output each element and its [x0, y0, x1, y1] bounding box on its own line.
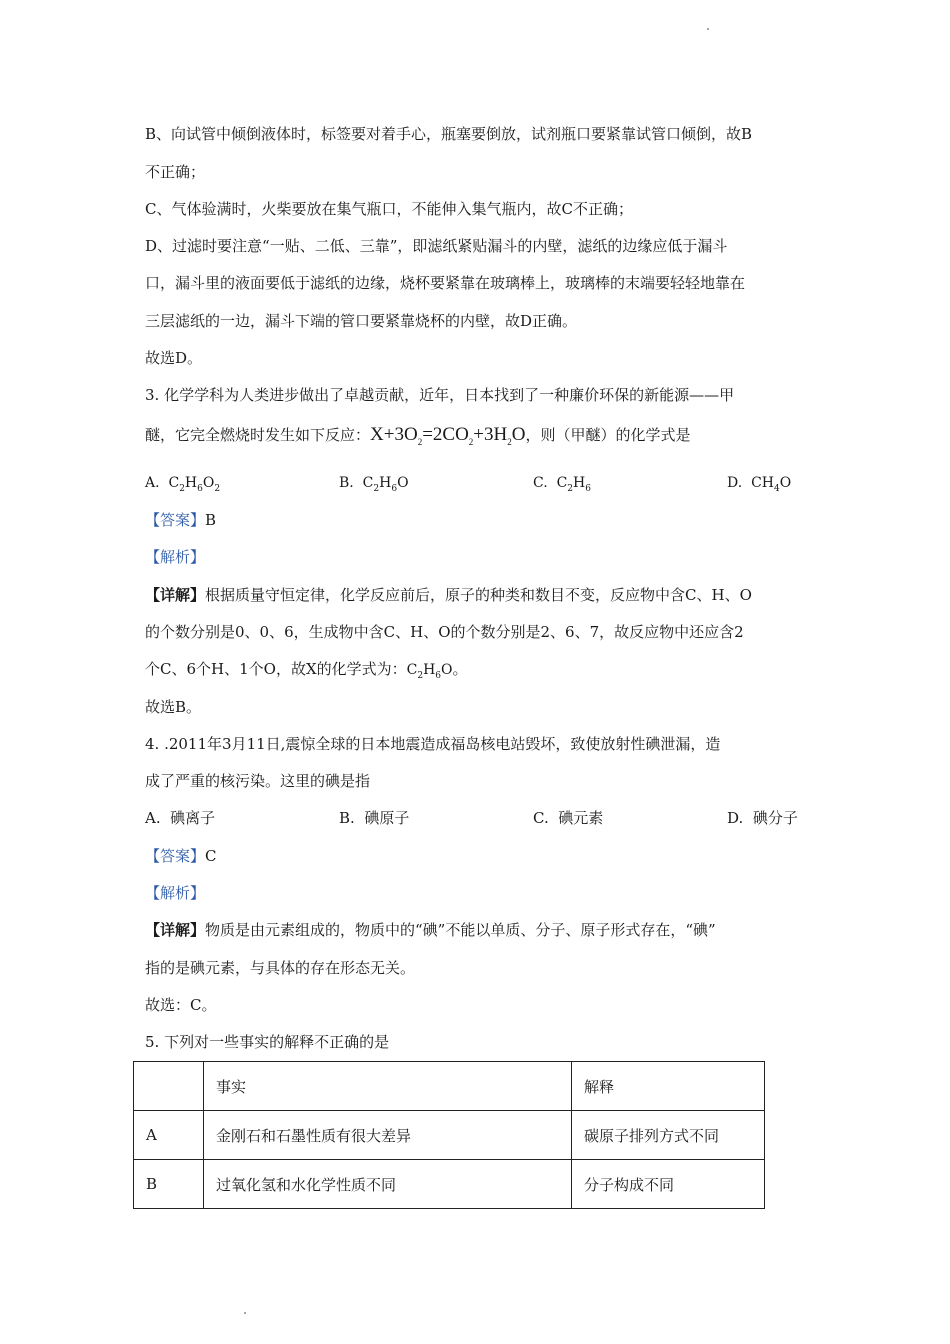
- q3-detail-line2: 的个数分别是0、0、6，生成物中含C、H、O的个数分别是2、6、7，故反应物中还应含2: [145, 623, 744, 641]
- choose-d: 故选D。: [145, 349, 203, 367]
- q4-line2: 成了严重的核污染。这里的碘是指: [145, 772, 371, 790]
- table-cell: 分子构成不同: [572, 1160, 765, 1209]
- q3-option-c: C. $C_2H_6$: [533, 475, 591, 494]
- q4-option-a: A. 碘离子: [145, 809, 216, 827]
- q3-equation: $X+3O_2=2CO_2+3H_2O$: [370, 424, 526, 447]
- para-d-line1: D、过滤时要注意“一贴、二低、三靠”，即滤纸紧贴漏斗的内壁，滤纸的边缘应低于漏斗: [145, 237, 728, 255]
- q3-option-b: B. $C_2H_6O$: [339, 475, 409, 494]
- q4-answer: [145, 846, 217, 866]
- para-c: C、气体验满时，火柴要放在集气瓶口，不能伸入集气瓶内，故C不正确；: [145, 200, 633, 218]
- detail-tag: 【详解】: [145, 586, 206, 604]
- q3-line2-prefix: 醚，它完全燃烧时发生如下反应：: [145, 426, 371, 444]
- table-cell: A: [134, 1111, 204, 1160]
- table-cell: 金刚石和石墨性质有很大差异: [204, 1111, 572, 1160]
- q4-option-d: D. 碘分子: [727, 809, 798, 827]
- q3-detail-line1: 【详解】根据质量守恒定律，化学反应前后，原子的种类和数目不变，反应物中含C、H、O: [145, 586, 752, 604]
- scan-dot-top: [707, 28, 709, 30]
- para-d-line3: 三层滤纸的一边，漏斗下端的管口要紧靠烧杯的内壁，故D正确。: [145, 312, 578, 330]
- q3-line2-suffix: ，则（甲醚）的化学式是: [525, 426, 691, 444]
- answer-tag: 【答案】: [145, 847, 206, 865]
- q3-option-d: D. $CH_4O$: [727, 475, 792, 494]
- detail-tag: 【详解】: [145, 921, 206, 939]
- q3-choose: 故选B。: [145, 698, 202, 716]
- para-b-line2: 不正确；: [145, 163, 206, 181]
- answer-value: B: [205, 511, 217, 529]
- table-row: [134, 1160, 765, 1209]
- q4-analysis-tag: 【解析】: [145, 884, 206, 902]
- q3-answer: [145, 510, 216, 530]
- table-cell: 过氧化氢和水化学性质不同: [204, 1160, 572, 1209]
- scan-dot-bottom: [244, 1312, 246, 1314]
- para-b-line1: B、向试管中倾倒液体时，标签要对着手心，瓶塞要倒放，试剂瓶口要紧靠试管口倾倒，故B: [145, 125, 753, 143]
- q3-detail-formula: $C_2H_6O$: [406, 662, 453, 681]
- q3-analysis-tag: 【解析】: [145, 548, 206, 566]
- q4-choose: 故选：C。: [145, 996, 217, 1014]
- q4-line1: 4. .2011年3月11日,震惊全球的日本地震造成福岛核电站毁坏，致使放射性碘泄漏，造: [145, 735, 721, 753]
- table-header-row: [134, 1062, 765, 1111]
- table-cell: 碳原子排列方式不同: [572, 1111, 765, 1160]
- para-d-line2: 口，漏斗里的液面要低于滤纸的边缘，烧杯要紧靠在玻璃棒上，玻璃棒的末端要轻轻地靠在: [145, 274, 746, 292]
- q4-detail-line2: 指的是碘元素，与具体的存在形态无关。: [145, 959, 416, 977]
- table-header-cell: 解释: [572, 1062, 765, 1111]
- q3-line1: 3. 化学学科为人类进步做出了卓越贡献，近年，日本找到了一种廉价环保的新能源——甲: [145, 386, 735, 404]
- q3-detail-line3: 个C、6个H、1个O，故X的化学式为：$C_2H_6O$。: [145, 660, 468, 681]
- q3-line2: [145, 425, 690, 452]
- table-cell: B: [134, 1160, 204, 1209]
- q5-line1: 5. 下列对一些事实的解释不正确的是: [145, 1033, 390, 1051]
- facts-table: [133, 1061, 765, 1209]
- q4-option-c: C. 碘元素: [533, 809, 604, 827]
- q4-option-b: B. 碘原子: [339, 809, 410, 827]
- q3-option-a: A. $C_2H_6O_2$: [145, 475, 221, 494]
- answer-value: C: [205, 847, 217, 865]
- table-row: [134, 1111, 765, 1160]
- table-header-cell: 事实: [204, 1062, 572, 1111]
- q4-detail-line1: 【详解】物质是由元素组成的，物质中的“碘”不能以单质、分子、原子形式存在，“碘”: [145, 921, 716, 939]
- answer-tag: 【答案】: [145, 511, 206, 529]
- table-header-cell: [134, 1062, 204, 1111]
